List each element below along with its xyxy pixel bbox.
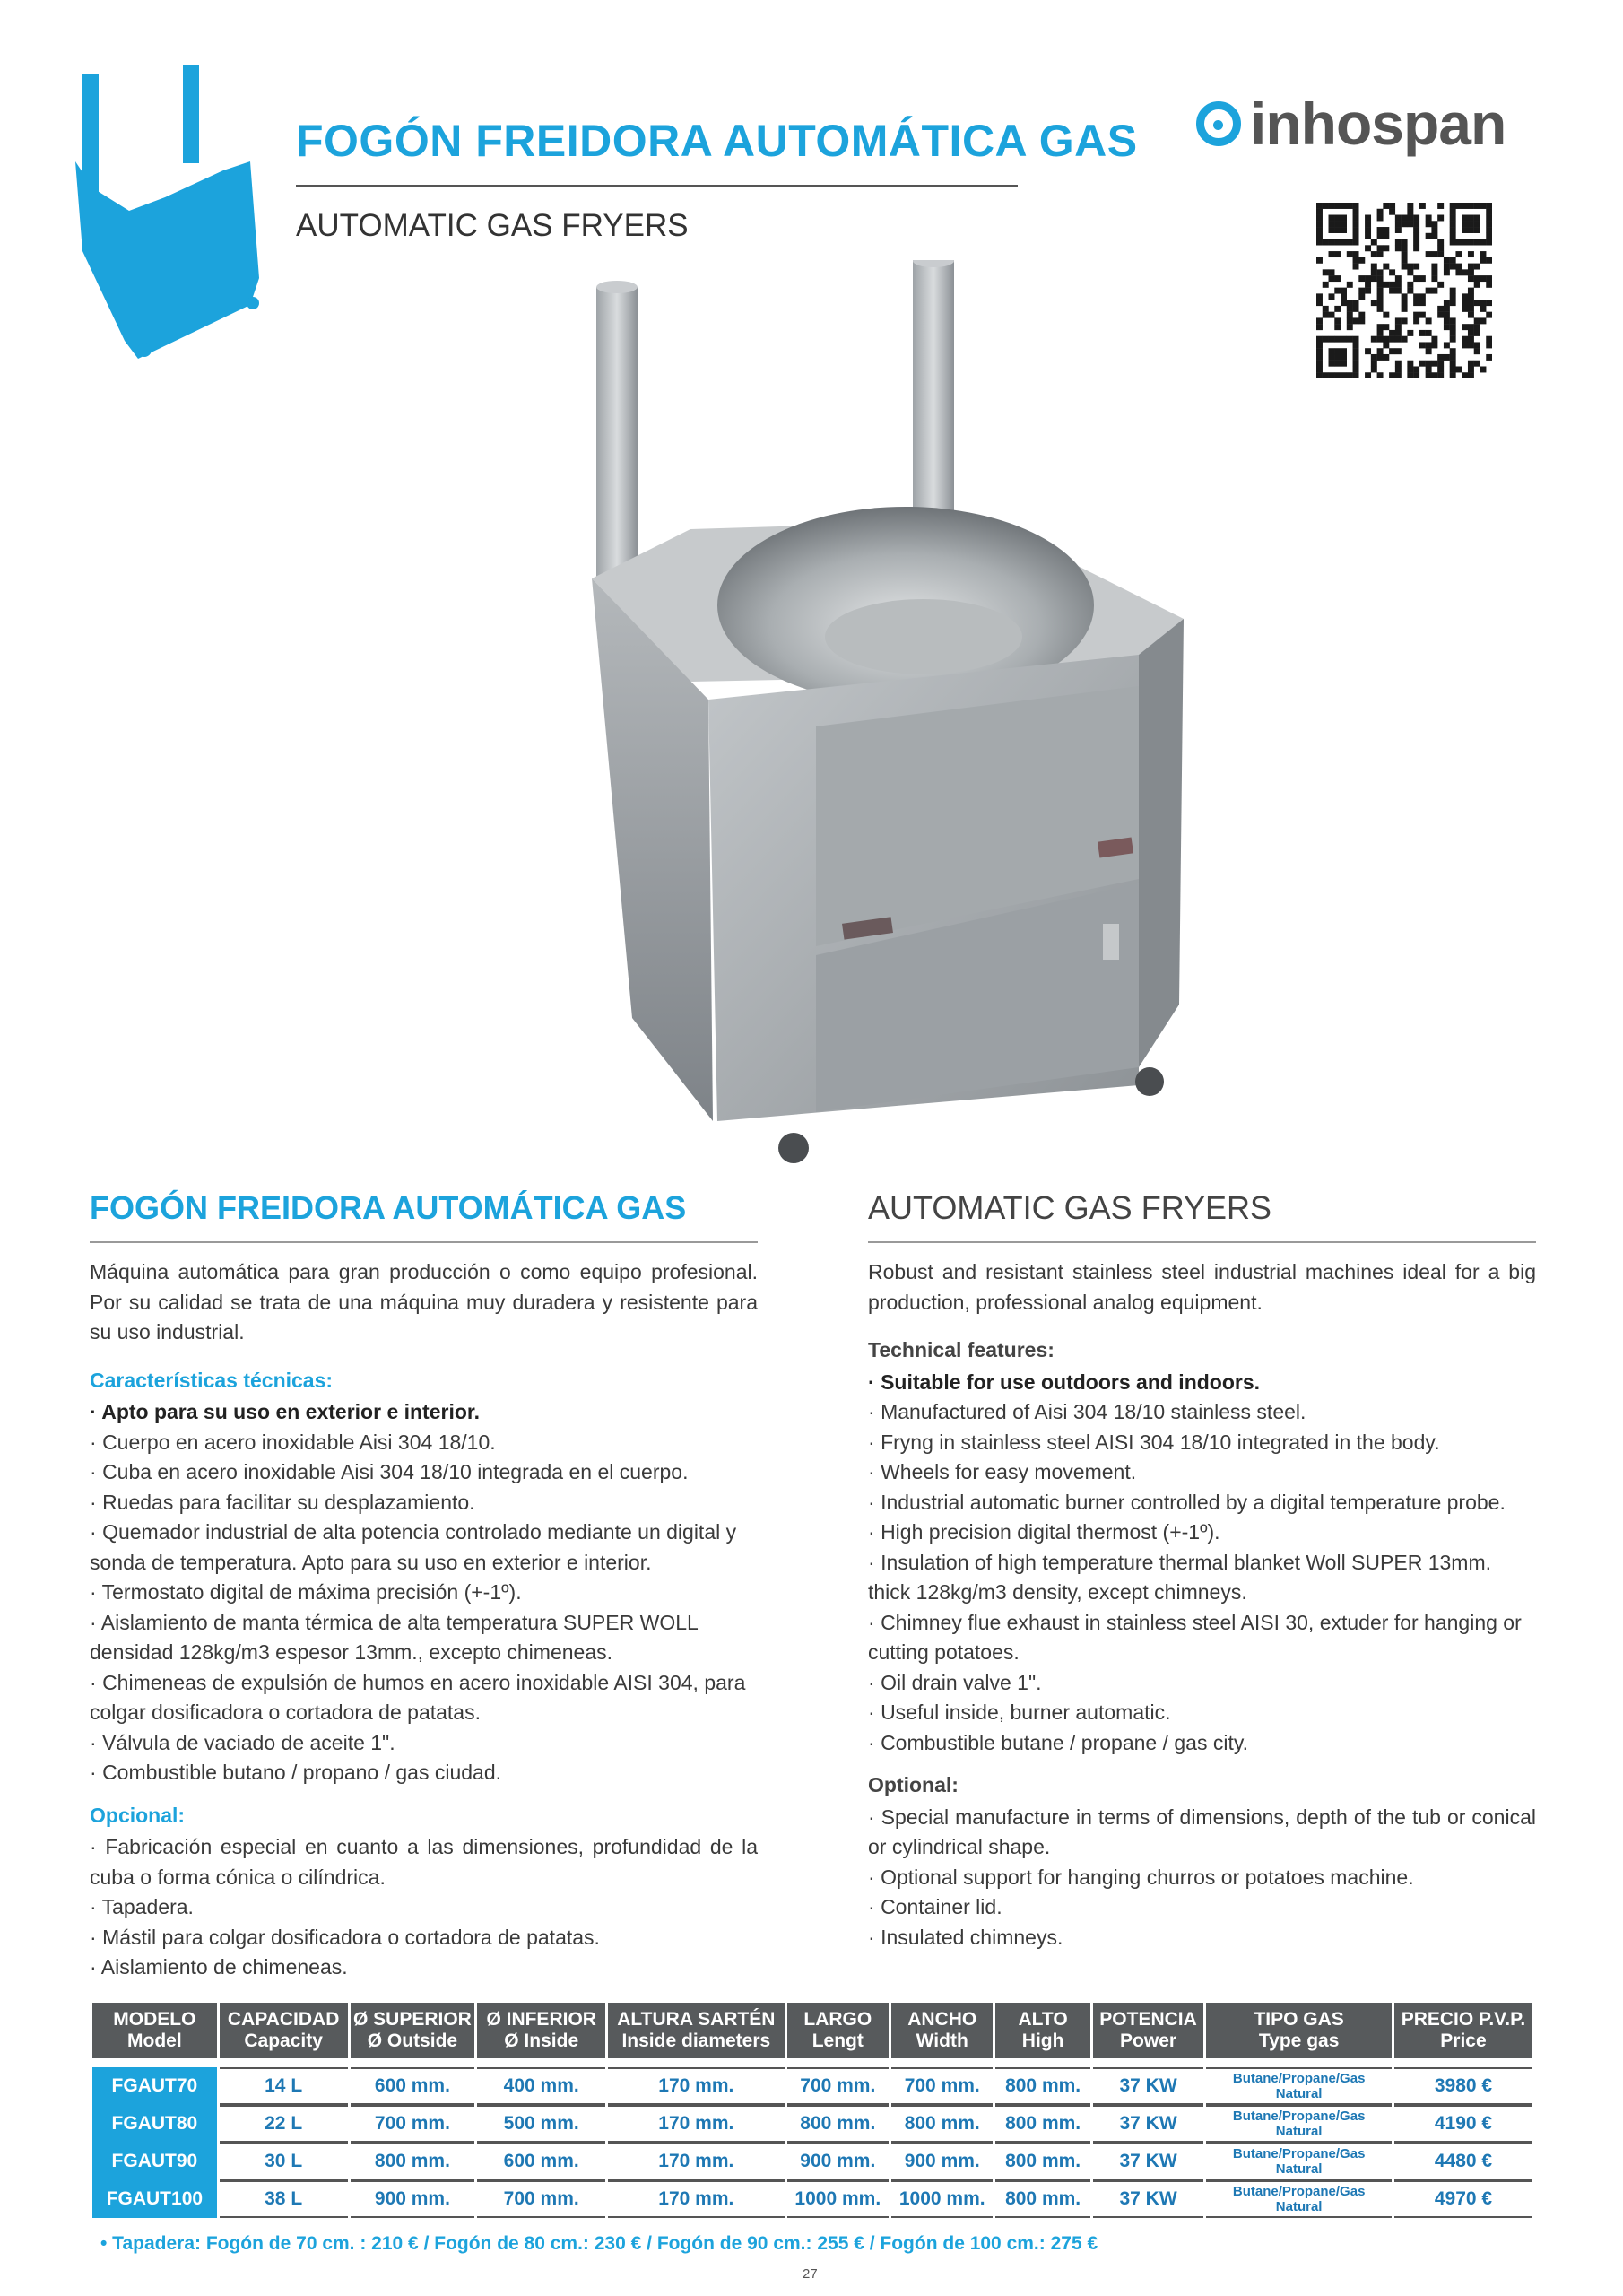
header-label-es: ALTURA SARTÉN (617, 2009, 776, 2030)
list-item: · Industrial automatic burner controlled by a digital temperature probe. (868, 1488, 1536, 1518)
header-label-es: Ø SUPERIOR (352, 2009, 472, 2030)
list-item: · Chimeneas de expulsión de humos en acero inoxidable AISI 304, para colgar dosificadora o cortadora de patatas. (90, 1668, 758, 1728)
list-item: · Insulation of high temperature thermal blanket Woll SUPER 13mm. thick 128kg/m3 density, except chimneys. (868, 1548, 1536, 1608)
list-item: · Suitable for use outdoors and indoors. (868, 1368, 1536, 1398)
header-label-es: CAPACIDAD (227, 2009, 340, 2030)
table-cell: 700 mm. (477, 2180, 605, 2218)
model-cell: FGAUT80 (92, 2105, 217, 2143)
list-item: · Useful inside, burner automatic. (868, 1698, 1536, 1728)
list-item: · Container lid. (868, 1892, 1536, 1923)
model-cell: FGAUT90 (92, 2143, 217, 2180)
column-header (787, 2003, 889, 2058)
list-item: · Manufactured of Aisi 304 18/10 stainless steel. (868, 1397, 1536, 1428)
features-list-es (90, 1397, 758, 1788)
column-header (1093, 2003, 1204, 2058)
header-label-en: Width (916, 2031, 968, 2051)
table-cell: 38 L (220, 2180, 348, 2218)
list-item: · Combustible butane / propane / gas city. (868, 1728, 1536, 1759)
list-item: · Cuba en acero inoxidable Aisi 304 18/10 integrada en el cuerpo. (90, 1457, 758, 1488)
list-item: · Quemador industrial de alta potencia controlado mediante un digital y sonda de temperatura. Apto para su uso en exterior e interior. (90, 1518, 758, 1578)
price-cell: 4970 € (1394, 2180, 1532, 2218)
title-divider (296, 185, 1018, 187)
header-label-en: Ø Inside (504, 2031, 579, 2051)
specs-table (90, 2003, 1535, 2218)
product-image (583, 260, 1211, 1179)
list-item: · Fabricación especial en cuanto a las dimensiones, profundidad de la cuba o forma cónica o cilíndrica. (90, 1832, 758, 1892)
column-header (1206, 2003, 1392, 2058)
table-cell: 700 mm. (891, 2067, 993, 2105)
table-cell: 700 mm. (787, 2067, 889, 2105)
spacer-cell (92, 2058, 1532, 2067)
header-label-es: Ø INFERIOR (486, 2009, 596, 2030)
list-item: · High precision digital thermost (+-1º). (868, 1518, 1536, 1548)
price-cell: 3980 € (1394, 2067, 1532, 2105)
table-cell: 900 mm. (891, 2143, 993, 2180)
table-cell: 800 mm. (351, 2143, 475, 2180)
price-cell: 4480 € (1394, 2143, 1532, 2180)
list-item: · Wheels for easy movement. (868, 1457, 1536, 1488)
optional-title-es: Opcional: (90, 1803, 186, 1827)
table-body (92, 2058, 1532, 2218)
gas-cell: Butane/Propane/Gas Natural (1206, 2143, 1392, 2180)
table-cell: 800 mm. (995, 2143, 1089, 2180)
intro-es: Máquina automática para gran producción o como equipo profesional. Por su calidad se trata de una máquina muy duradera y resistente para su uso industrial. (90, 1260, 758, 1344)
table-cell: 600 mm. (477, 2143, 605, 2180)
table-cell: 500 mm. (477, 2105, 605, 2143)
price-cell: 4190 € (1394, 2105, 1532, 2143)
section-divider-es (90, 1241, 758, 1243)
table-cell: 800 mm. (891, 2105, 993, 2143)
column-header (477, 2003, 605, 2058)
optional-title-en: Optional: (868, 1773, 959, 1796)
header-label-en: Inside diameters (621, 2031, 771, 2051)
header-label-es: TIPO GAS (1254, 2009, 1344, 2030)
table-row (92, 2105, 1532, 2143)
brand-name: inhospan (1250, 91, 1506, 157)
model-cell: FGAUT70 (92, 2067, 217, 2105)
table-cell: 600 mm. (351, 2067, 475, 2105)
list-item: · Termostato digital de máxima precisión (+-1º). (90, 1578, 758, 1608)
qr-code[interactable] (1316, 203, 1492, 378)
table-cell: 800 mm. (995, 2067, 1089, 2105)
intro-en: Robust and resistant stainless steel industrial machines ideal for a big production, professional analog equipment. (868, 1260, 1536, 1314)
table-cell: 700 mm. (351, 2105, 475, 2143)
table-row (92, 2143, 1532, 2180)
list-item: · Special manufacture in terms of dimensions, depth of the tub or conical or cylindrical shape. (868, 1803, 1536, 1863)
column-header (1394, 2003, 1532, 2058)
features-title-es: Características técnicas: (90, 1368, 334, 1392)
column-header (220, 2003, 348, 2058)
table-cell: 170 mm. (608, 2180, 784, 2218)
spanish-column (90, 1257, 758, 1983)
section-title-es: FOGÓN FREIDORA AUTOMÁTICA GAS (90, 1189, 687, 1226)
list-item: · Cuerpo en acero inoxidable Aisi 304 18/10. (90, 1428, 758, 1458)
table-row (92, 2180, 1532, 2218)
table-cell: 170 mm. (608, 2067, 784, 2105)
header-label-en: Capacity (244, 2031, 323, 2051)
table-cell: 1000 mm. (787, 2180, 889, 2218)
column-header (351, 2003, 475, 2058)
page-subtitle: AUTOMATIC GAS FRYERS (296, 208, 689, 243)
table-spacer (92, 2058, 1532, 2067)
page-number: 27 (803, 2266, 818, 2282)
table-cell: 14 L (220, 2067, 348, 2105)
column-header (891, 2003, 993, 2058)
table-cell: 22 L (220, 2105, 348, 2143)
list-item: · Tapadera. (90, 1892, 758, 1923)
brand-logo (1196, 90, 1506, 158)
table-header-row (92, 2003, 1532, 2058)
header-label-en: Lengt (812, 2031, 864, 2051)
header-label-en: Model (127, 2031, 182, 2051)
brand-mark-icon (1196, 101, 1241, 146)
column-header (608, 2003, 784, 2058)
lid-price-note: • Tapadera: Fogón de 70 cm. : 210 € / Fogón de 80 cm.: 230 € / Fogón de 90 cm.: 255 € / Fogón de 100 cm.: 275 € (100, 2233, 1098, 2254)
list-item: · Válvula de vaciado de aceite 1". (90, 1728, 758, 1759)
column-header (995, 2003, 1089, 2058)
page-title: FOGÓN FREIDORA AUTOMÁTICA GAS (296, 116, 1138, 166)
gas-cell: Butane/Propane/Gas Natural (1206, 2067, 1392, 2105)
table-cell: 900 mm. (351, 2180, 475, 2218)
list-item: · Chimney flue exhaust in stainless steel AISI 30, extuder for hanging or cutting potatoes. (868, 1608, 1536, 1668)
english-column (868, 1257, 1536, 1952)
table-cell: 30 L (220, 2143, 348, 2180)
table-cell: 800 mm. (995, 2180, 1089, 2218)
list-item: · Apto para su uso en exterior e interior. (90, 1397, 758, 1428)
list-item: · Optional support for hanging churros or potatoes machine. (868, 1863, 1536, 1893)
list-item: · Fryng in stainless steel AISI 304 18/10 integrated in the body. (868, 1428, 1536, 1458)
header-label-es: PRECIO P.V.P. (1401, 2009, 1526, 2030)
table-cell: 37 KW (1093, 2067, 1204, 2105)
table-cell: 37 KW (1093, 2143, 1204, 2180)
header-label-es: LARGO (803, 2009, 872, 2030)
model-cell: FGAUT100 (92, 2180, 217, 2218)
optional-list-es (90, 1832, 758, 1983)
list-item: · Oil drain valve 1". (868, 1668, 1536, 1699)
header-label-es: POTENCIA (1099, 2009, 1197, 2030)
list-item: · Mástil para colgar dosificadora o cortadora de patatas. (90, 1923, 758, 1953)
table-cell: 170 mm. (608, 2105, 784, 2143)
table-cell: 900 mm. (787, 2143, 889, 2180)
list-item: · Insulated chimneys. (868, 1923, 1536, 1953)
header-label-en: Ø Outside (367, 2031, 458, 2051)
table-cell: 37 KW (1093, 2180, 1204, 2218)
table-cell: 170 mm. (608, 2143, 784, 2180)
section-title-en: AUTOMATIC GAS FRYERS (868, 1189, 1272, 1226)
header-label-es: ANCHO (907, 2009, 977, 2030)
gas-cell: Butane/Propane/Gas Natural (1206, 2180, 1392, 2218)
table-cell: 800 mm. (995, 2105, 1089, 2143)
list-item: · Combustible butano / propano / gas ciudad. (90, 1758, 758, 1788)
table-cell: 400 mm. (477, 2067, 605, 2105)
features-list-en (868, 1368, 1536, 1759)
optional-list-en (868, 1803, 1536, 1953)
header-label-en: Power (1120, 2031, 1177, 2051)
header-label-en: Type gas (1258, 2031, 1340, 2051)
list-item: · Aislamiento de chimeneas. (90, 1952, 758, 1983)
gas-cell: Butane/Propane/Gas Natural (1206, 2105, 1392, 2143)
fryer-silhouette-icon (75, 63, 274, 359)
table-cell: 1000 mm. (891, 2180, 993, 2218)
table-cell: 800 mm. (787, 2105, 889, 2143)
header-label-es: ALTO (1018, 2009, 1068, 2030)
header-label-es: MODELO (113, 2009, 196, 2030)
table-row (92, 2067, 1532, 2105)
features-title-en: Technical features: (868, 1338, 1055, 1361)
section-divider-en (868, 1241, 1536, 1243)
header-label-en: Price (1440, 2031, 1487, 2051)
table-cell: 37 KW (1093, 2105, 1204, 2143)
list-item: · Ruedas para facilitar su desplazamiento. (90, 1488, 758, 1518)
list-item: · Aislamiento de manta térmica de alta temperatura SUPER WOLL densidad 128kg/m3 espesor 13mm., excepto chimeneas. (90, 1608, 758, 1668)
header-label-en: High (1021, 2031, 1064, 2051)
column-header (92, 2003, 217, 2058)
